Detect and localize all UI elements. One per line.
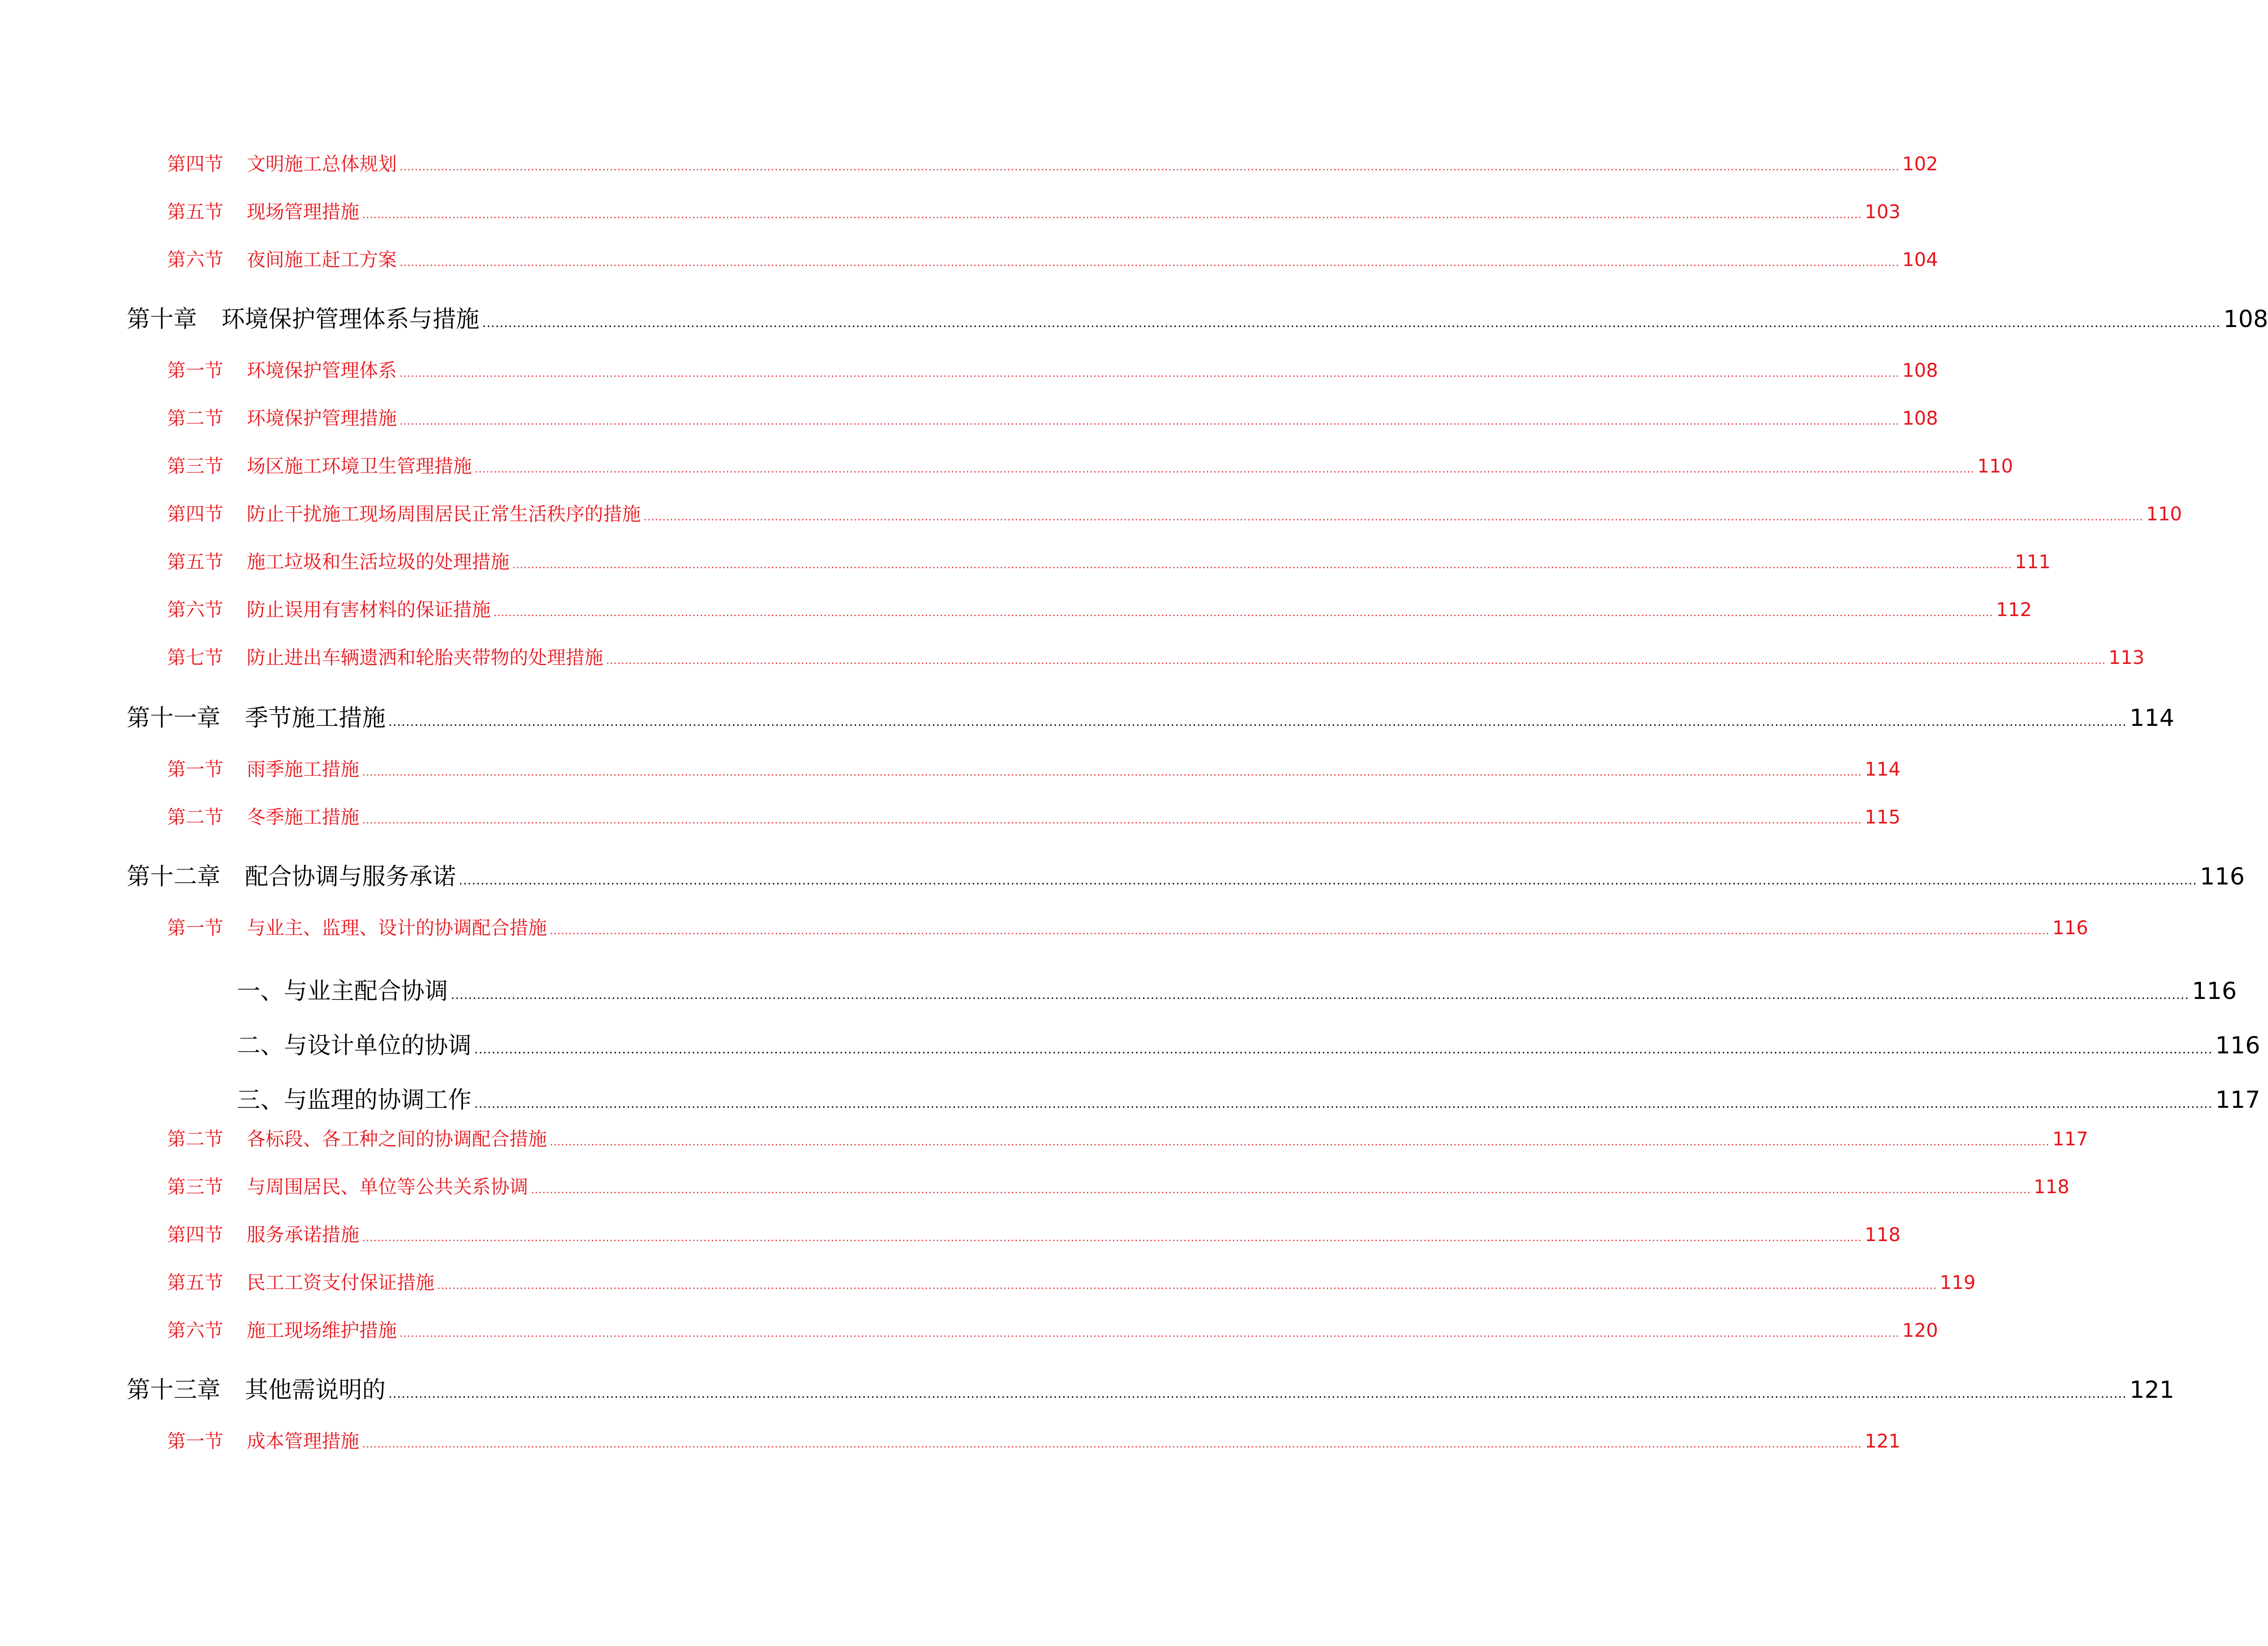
toc-section[interactable] bbox=[167, 404, 1938, 430]
toc-entry-title: 环境保护管理措施 bbox=[247, 408, 397, 429]
toc-entry-title: 施工垃圾和生活垃圾的处理措施 bbox=[247, 551, 509, 573]
dot-leader: ................................................................................................................................................................................................................................................................................................................................................................................................................ bbox=[388, 1387, 2127, 1401]
toc-page-number: 104 bbox=[1902, 249, 1938, 271]
toc-entry-number: 第七节 bbox=[167, 647, 223, 669]
toc-item[interactable] bbox=[237, 1027, 2260, 1060]
toc-entry-title: 季节施工措施 bbox=[245, 704, 386, 732]
toc-section[interactable] bbox=[167, 1316, 1938, 1342]
dot-leader: ................................................................................................................................................................................................................................................................................................................................................................................................................ bbox=[512, 559, 2012, 571]
toc-entry-title: 与周围居民、单位等公共关系协调 bbox=[247, 1176, 528, 1198]
toc-entry-number: 第十三章 bbox=[127, 1376, 220, 1403]
toc-entry-number: 第一节 bbox=[167, 759, 223, 780]
dot-leader: ................................................................................................................................................................................................................................................................................................................................................................................................................ bbox=[475, 464, 1975, 475]
toc-page-number: 111 bbox=[2015, 551, 2051, 573]
toc-section[interactable] bbox=[167, 499, 2182, 526]
toc-entry-title: 防止干扰施工现场周围居民正常生活秩序的措施 bbox=[247, 503, 641, 525]
dot-leader: ................................................................................................................................................................................................................................................................................................................................................................................................................ bbox=[362, 1232, 1862, 1244]
toc-entry-number: 第二节 bbox=[167, 1128, 223, 1150]
toc-entry-title: 夜间施工赶工方案 bbox=[247, 249, 397, 271]
toc-page-number: 114 bbox=[1865, 759, 1901, 780]
dot-leader: ................................................................................................................................................................................................................................................................................................................................................................................................................ bbox=[400, 416, 1900, 427]
toc-page-number: 119 bbox=[1940, 1272, 1976, 1294]
toc-entry-number: 第五节 bbox=[167, 551, 223, 573]
toc-page-number: 118 bbox=[2033, 1176, 2070, 1198]
dot-leader: ................................................................................................................................................................................................................................................................................................................................................................................................................ bbox=[400, 257, 1900, 269]
toc-section[interactable] bbox=[167, 1268, 1976, 1295]
toc-entry-title: 环境保护管理体系与措施 bbox=[221, 305, 479, 333]
toc-entry-number: 第一节 bbox=[167, 360, 223, 381]
toc-entry-title: 防止误用有害材料的保证措施 bbox=[247, 599, 491, 621]
toc-entry-number: 第四节 bbox=[167, 1224, 223, 1246]
toc-entry-number: 第二节 bbox=[167, 408, 223, 429]
dot-leader: ................................................................................................................................................................................................................................................................................................................................................................................................................ bbox=[400, 1328, 1900, 1340]
dot-leader: ................................................................................................................................................................................................................................................................................................................................................................................................................ bbox=[550, 925, 2050, 937]
toc-page-number: 116 bbox=[2200, 863, 2245, 890]
dot-leader: ................................................................................................................................................................................................................................................................................................................................................................................................................ bbox=[459, 874, 2197, 888]
toc-entry-number: 第十章 bbox=[127, 305, 197, 333]
toc-entry-title: 防止进出车辆遗洒和轮胎夹带物的处理措施 bbox=[247, 647, 603, 669]
toc-page-number: 117 bbox=[2052, 1128, 2088, 1150]
toc-page-number: 108 bbox=[1902, 360, 1938, 381]
dot-leader: ................................................................................................................................................................................................................................................................................................................................................................................................................ bbox=[400, 368, 1900, 380]
dot-leader: ................................................................................................................................................................................................................................................................................................................................................................................................................ bbox=[531, 1184, 2031, 1196]
toc-page-number: 110 bbox=[2146, 503, 2182, 525]
toc-entry-title: 三、与监理的协调工作 bbox=[237, 1086, 471, 1113]
toc-entry-number: 第四节 bbox=[167, 153, 223, 175]
toc-entry-number: 第十二章 bbox=[127, 863, 220, 890]
toc-entry-title: 配合协调与服务承诺 bbox=[245, 863, 456, 890]
toc-item[interactable] bbox=[237, 1081, 2260, 1115]
toc-page-number: 114 bbox=[2129, 704, 2175, 732]
dot-leader: ................................................................................................................................................................................................................................................................................................................................................................................................................ bbox=[362, 815, 1862, 826]
toc-section[interactable] bbox=[167, 1220, 1901, 1247]
toc-chapter[interactable] bbox=[127, 699, 2175, 733]
toc-entry-number: 第五节 bbox=[167, 201, 223, 223]
toc-item[interactable] bbox=[237, 972, 2237, 1006]
toc-entry-number: 第六节 bbox=[167, 249, 223, 271]
toc-entry-number: 第三节 bbox=[167, 456, 223, 477]
toc-entry-title: 施工现场维护措施 bbox=[247, 1320, 397, 1341]
toc-entry-number: 第一节 bbox=[167, 917, 223, 939]
toc-chapter[interactable] bbox=[127, 1371, 2175, 1405]
toc-page-number: 120 bbox=[1902, 1320, 1938, 1341]
toc-entry-number: 第六节 bbox=[167, 599, 223, 621]
toc-page-number: 103 bbox=[1865, 201, 1901, 223]
toc-chapter[interactable] bbox=[127, 300, 2268, 334]
toc-section[interactable] bbox=[167, 754, 1901, 781]
toc-section[interactable] bbox=[167, 1426, 1901, 1453]
dot-leader: ................................................................................................................................................................................................................................................................................................................................................................................................................ bbox=[400, 161, 1900, 173]
toc-section[interactable] bbox=[167, 356, 1938, 382]
toc-page-number: 110 bbox=[1977, 456, 2013, 477]
toc-entry-title: 文明施工总体规划 bbox=[247, 153, 397, 175]
toc-entry-title: 各标段、各工种之间的协调配合措施 bbox=[247, 1128, 547, 1150]
toc-page-number: 113 bbox=[2109, 647, 2145, 669]
toc-page-number: 118 bbox=[1865, 1224, 1901, 1246]
toc-entry-number: 第三节 bbox=[167, 1176, 223, 1198]
toc-entry-title: 成本管理措施 bbox=[247, 1431, 359, 1452]
toc-entry-number: 第十一章 bbox=[127, 704, 220, 732]
dot-leader: ................................................................................................................................................................................................................................................................................................................................................................................................................ bbox=[474, 1097, 2213, 1111]
toc-section[interactable] bbox=[167, 547, 2051, 574]
toc-entry-title: 服务承诺措施 bbox=[247, 1224, 359, 1246]
toc-page-number: 121 bbox=[2129, 1376, 2175, 1403]
toc-entry-title: 环境保护管理体系 bbox=[247, 360, 397, 381]
toc-entry-number: 第六节 bbox=[167, 1320, 223, 1341]
toc-page-number: 115 bbox=[1865, 807, 1901, 828]
toc-page-number: 116 bbox=[2215, 1032, 2260, 1059]
dot-leader: ................................................................................................................................................................................................................................................................................................................................................................................................................ bbox=[451, 988, 2189, 1002]
toc-entry-title: 二、与设计单位的协调 bbox=[237, 1032, 471, 1059]
toc-section[interactable] bbox=[167, 197, 1901, 224]
dot-leader: ................................................................................................................................................................................................................................................................................................................................................................................................................ bbox=[606, 655, 2106, 667]
toc-page-number: 108 bbox=[1902, 408, 1938, 429]
toc-entry-title: 与业主、监理、设计的协调配合措施 bbox=[247, 917, 547, 939]
dot-leader: ................................................................................................................................................................................................................................................................................................................................................................................................................ bbox=[482, 316, 2221, 330]
toc-entry-title: 雨季施工措施 bbox=[247, 759, 359, 780]
toc-entry-title: 一、与业主配合协调 bbox=[237, 977, 448, 1005]
toc-section[interactable] bbox=[167, 643, 2145, 670]
toc-entry-title: 其他需说明的 bbox=[245, 1376, 386, 1403]
toc-page-number: 121 bbox=[1865, 1431, 1901, 1452]
toc-entry-title: 现场管理措施 bbox=[247, 201, 359, 223]
toc-page-number: 116 bbox=[2052, 917, 2088, 939]
toc-entry-number: 第一节 bbox=[167, 1431, 223, 1452]
dot-leader: ................................................................................................................................................................................................................................................................................................................................................................................................................ bbox=[644, 511, 2144, 523]
toc-section[interactable] bbox=[167, 802, 1901, 829]
toc-page-number: 112 bbox=[1996, 599, 2032, 621]
dot-leader: ................................................................................................................................................................................................................................................................................................................................................................................................................ bbox=[362, 209, 1862, 221]
toc-section[interactable] bbox=[167, 149, 1938, 176]
dot-leader: ................................................................................................................................................................................................................................................................................................................................................................................................................ bbox=[474, 1043, 2213, 1057]
dot-leader: ................................................................................................................................................................................................................................................................................................................................................................................................................ bbox=[362, 1439, 1862, 1450]
toc-page-number: 116 bbox=[2192, 977, 2237, 1005]
toc-chapter[interactable] bbox=[127, 858, 2245, 892]
toc-entry-title: 民工工资支付保证措施 bbox=[247, 1272, 434, 1294]
toc-entry-number: 第五节 bbox=[167, 1272, 223, 1294]
toc-section[interactable] bbox=[167, 1172, 2070, 1199]
toc-section[interactable] bbox=[167, 1124, 2088, 1151]
dot-leader: ................................................................................................................................................................................................................................................................................................................................................................................................................ bbox=[362, 767, 1862, 778]
toc-section[interactable] bbox=[167, 451, 2013, 478]
toc-entry-number: 第四节 bbox=[167, 503, 223, 525]
toc-page-number: 108 bbox=[2223, 305, 2268, 333]
dot-leader: ................................................................................................................................................................................................................................................................................................................................................................................................................ bbox=[437, 1280, 1937, 1292]
toc-page-number: 117 bbox=[2215, 1086, 2260, 1113]
toc-section[interactable] bbox=[167, 595, 2032, 622]
toc-entry-title: 场区施工环境卫生管理措施 bbox=[247, 456, 472, 477]
toc-section[interactable] bbox=[167, 245, 1938, 272]
dot-leader: ................................................................................................................................................................................................................................................................................................................................................................................................................ bbox=[493, 607, 1994, 619]
dot-leader: ................................................................................................................................................................................................................................................................................................................................................................................................................ bbox=[550, 1136, 2050, 1148]
toc-page-number: 102 bbox=[1902, 153, 1938, 175]
toc-entry-number: 第二节 bbox=[167, 807, 223, 828]
dot-leader: ................................................................................................................................................................................................................................................................................................................................................................................................................ bbox=[388, 715, 2127, 729]
toc-entry-title: 冬季施工措施 bbox=[247, 807, 359, 828]
toc-section[interactable] bbox=[167, 913, 2088, 940]
